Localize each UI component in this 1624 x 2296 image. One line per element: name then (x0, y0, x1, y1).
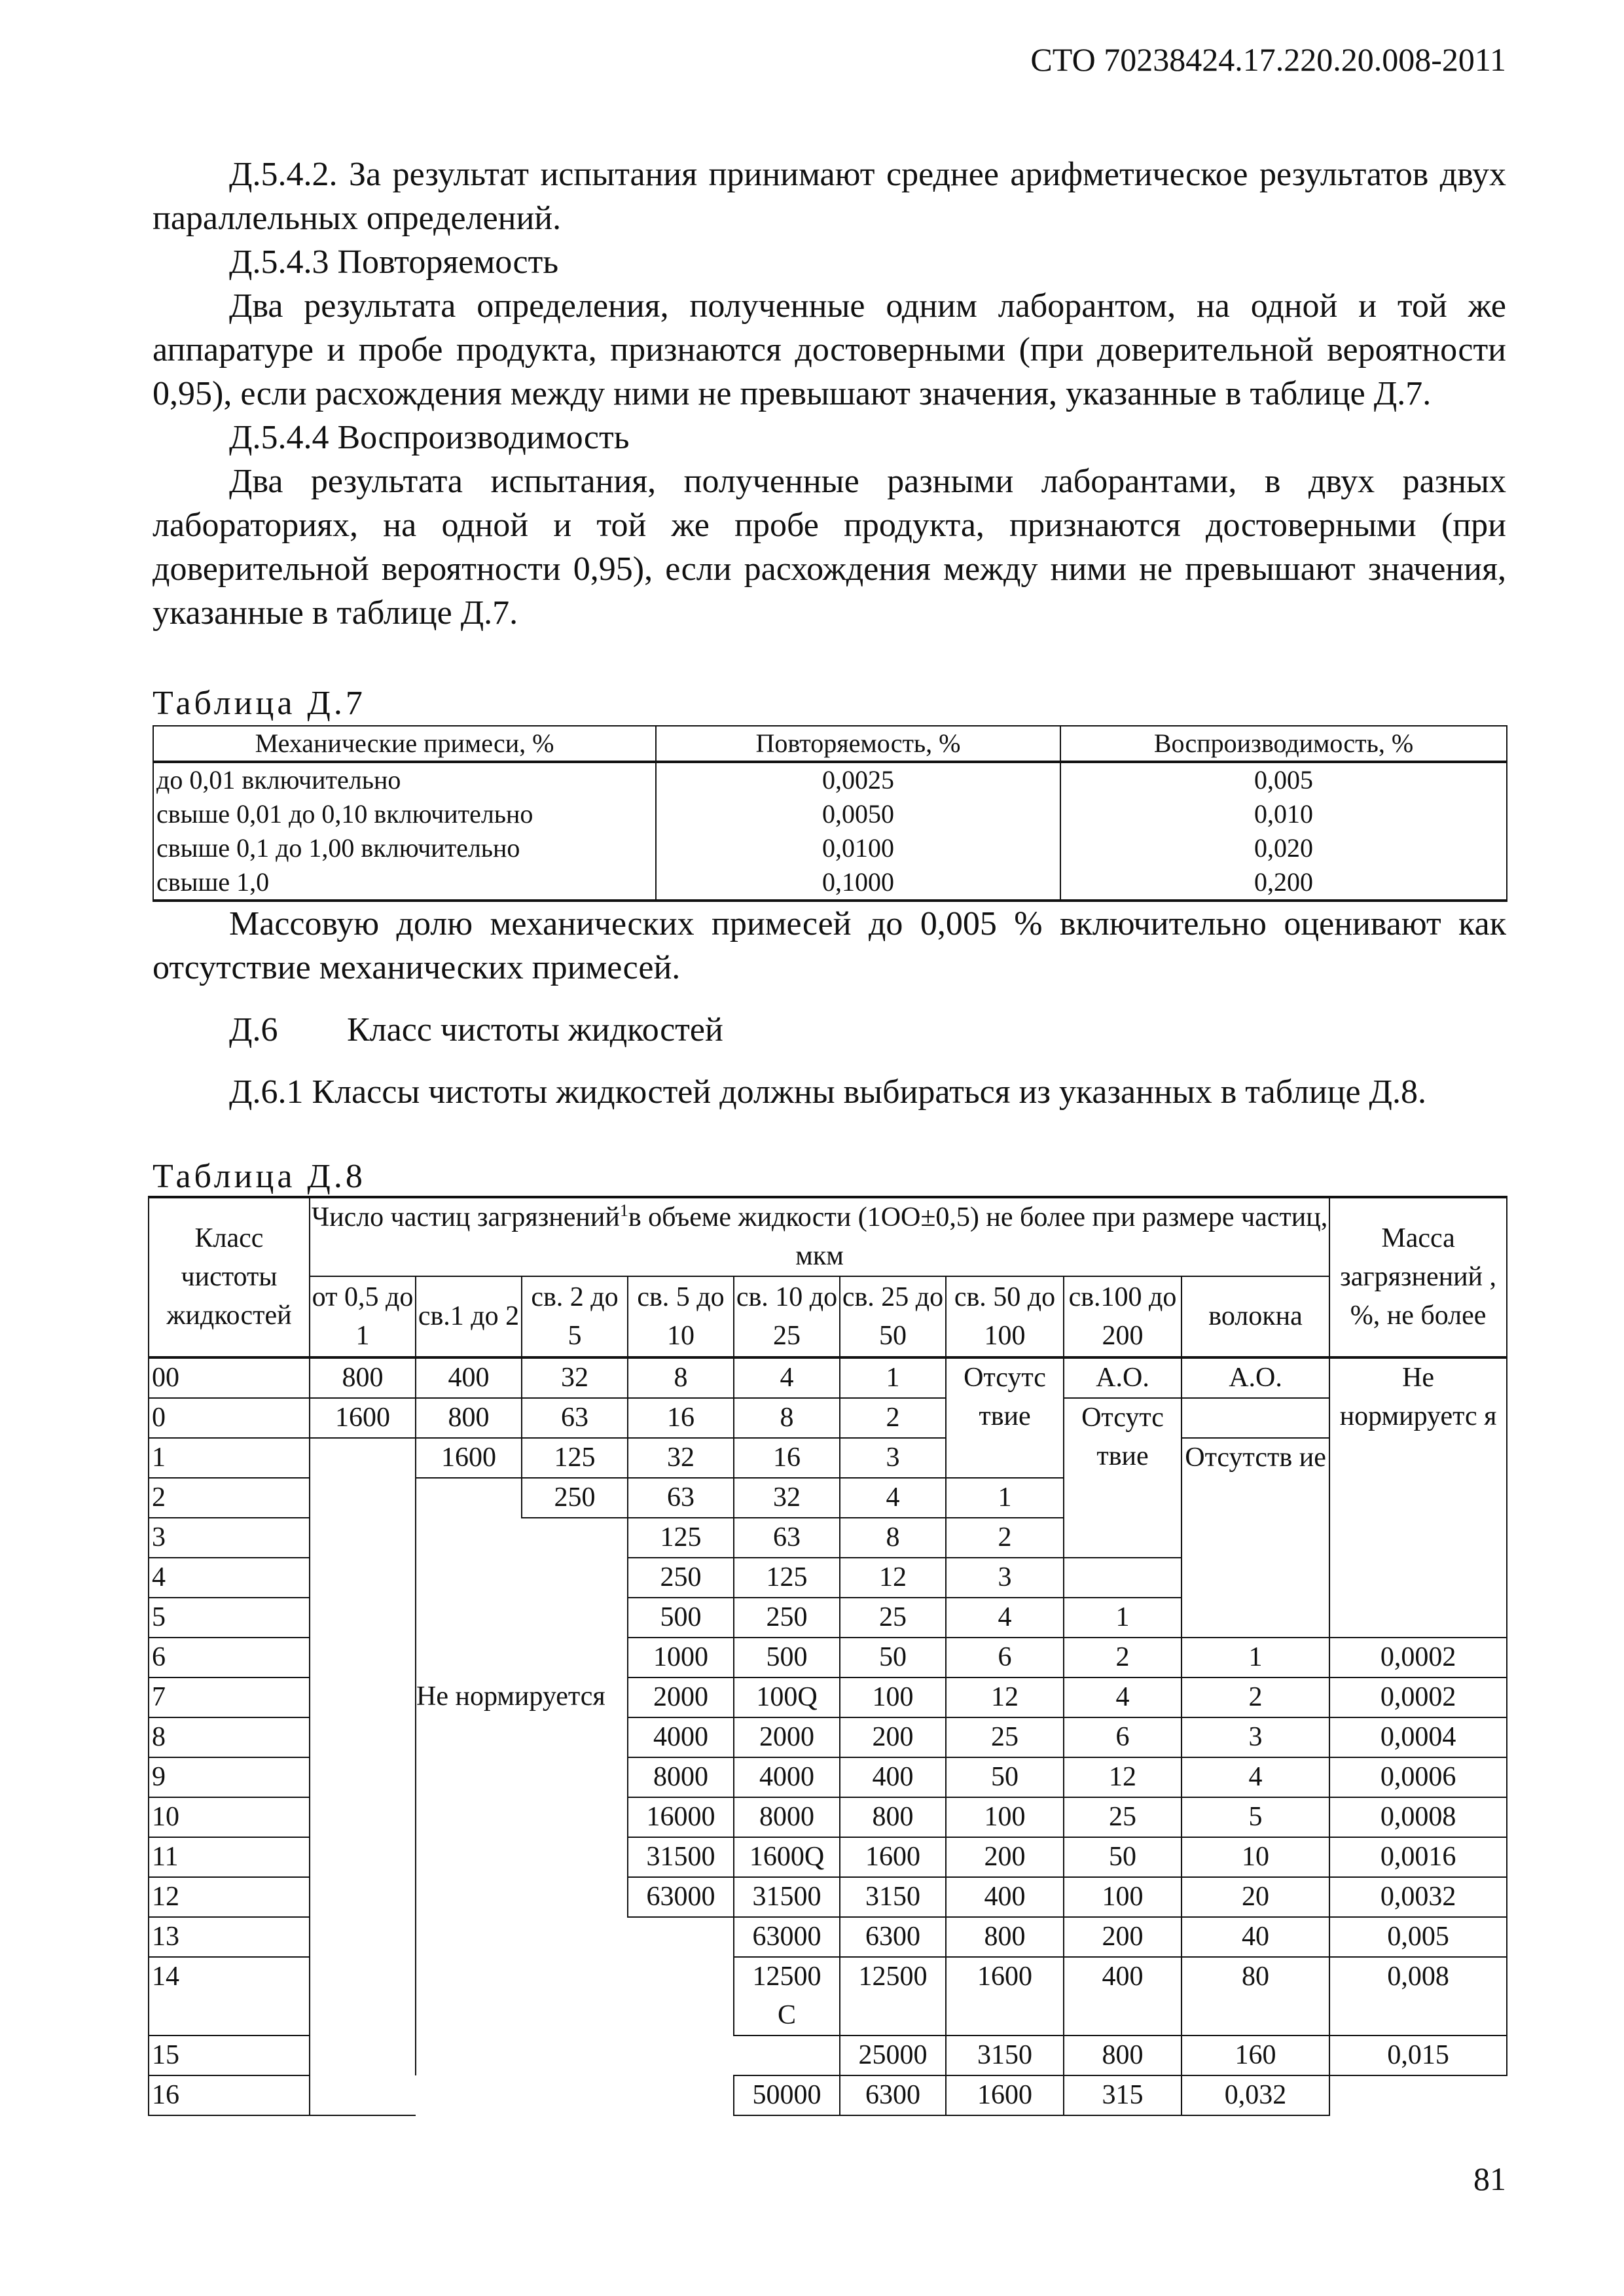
mass-cell: 0,0002 (1329, 1638, 1507, 1677)
table-cell: 100 (1064, 1877, 1182, 1917)
empty-cell (416, 2036, 522, 2075)
table-cell: 8 (628, 1357, 734, 1398)
class-cell: 7 (149, 1677, 310, 1717)
table-cell: 3 (840, 1438, 946, 1478)
not-normed-label: Не нормируется (416, 1677, 628, 1717)
table-cell: 63000 (628, 1877, 734, 1917)
table-cell: 3150 (840, 1877, 946, 1917)
class-cell: 5 (149, 1598, 310, 1638)
absent-cell: Отсутс твие (946, 1357, 1064, 1478)
table-cell: 63000 (734, 1917, 840, 1957)
header-mass: Масса загрязнений , %, не более (1329, 1197, 1507, 1357)
empty-cell (522, 1957, 628, 2036)
empty-cell (416, 1917, 522, 1957)
table-cell: 12 (840, 1558, 946, 1598)
table-cell: 2 (1064, 1638, 1182, 1677)
empty-cell (522, 1717, 628, 1757)
table-cell: 8000 (734, 1797, 840, 1837)
table-cell: 31500 (628, 1837, 734, 1877)
table-cell: 10 (1182, 1837, 1329, 1877)
class-cell: 11 (149, 1837, 310, 1877)
table-cell: 12 (946, 1677, 1064, 1717)
table-cell: 4 (1182, 1757, 1329, 1797)
table-cell: 315 (1064, 2075, 1182, 2115)
empty-cell (522, 1797, 628, 1837)
table-cell: 0,0050 (656, 797, 1060, 831)
empty-cell (522, 1837, 628, 1877)
table-cell: 500 (628, 1598, 734, 1638)
absent-cell: Отсутств ие (1182, 1438, 1329, 1638)
table-cell: 32 (522, 1357, 628, 1398)
class-cell: 00 (149, 1357, 310, 1398)
table-cell: 800 (310, 1357, 416, 1398)
table-cell: 2 (840, 1398, 946, 1438)
class-cell: 9 (149, 1757, 310, 1797)
table-cell: 1600 (416, 1438, 522, 1478)
table-cell: 25 (1064, 1797, 1182, 1837)
mass-cell: 0,032 (1182, 2075, 1329, 2115)
table-cell: 0,0100 (656, 831, 1060, 865)
empty-cell (522, 2036, 628, 2075)
table-cell: 16 (734, 1438, 840, 1478)
paragraph-reproducibility: Два результата испытания, полученные разными лаборантами, в двух разных лабораториях, на одной и той же пробе продукта, признаются достоверными (при доверительной вероятности 0,95), если расхождения между ними не превышают значения, указанные в таблице Д.7. (153, 463, 1506, 632)
table-cell: 1 (840, 1357, 946, 1398)
table-cell: А.О. (1064, 1357, 1182, 1398)
header-particle-count (310, 1197, 1329, 1276)
table-cell: 1600 (946, 1957, 1064, 2036)
absent-cell: Отсутс твие (1064, 1398, 1182, 1558)
empty-cell (628, 1957, 734, 2036)
mass-cell: 0,015 (1329, 2036, 1507, 2075)
header-particle-count-b: в объеме жидкости (1OO±0,5) не более при размере частиц, мкм (628, 1202, 1328, 1271)
section-title: Класс чистоты жидкостей (347, 1011, 723, 1049)
table-d8-size-row (149, 1276, 1507, 1357)
table-cell: 50 (946, 1757, 1064, 1797)
table-cell: 200 (1064, 1917, 1182, 1957)
table-cell: 400 (840, 1757, 946, 1797)
table-cell: 3 (1182, 1717, 1329, 1757)
table-d8 (148, 1196, 1507, 2116)
table-cell: 50 (840, 1638, 946, 1677)
table-cell: 2 (1182, 1677, 1329, 1717)
class-cell: 8 (149, 1717, 310, 1757)
table-cell: 125 (522, 1438, 628, 1478)
table-d7-header-row (153, 726, 1507, 762)
table-cell: 800 (840, 1797, 946, 1837)
table-cell: 1600 (840, 1837, 946, 1877)
paragraph-d542: Д.5.4.2. За результат испытания принимают среднее арифметическое результатов двух параллельных определений. (153, 156, 1506, 237)
table-row (153, 762, 1507, 797)
table-cell: 0,0025 (656, 762, 1060, 797)
table-row (153, 831, 1507, 865)
table-cell: 0,020 (1060, 831, 1507, 865)
header-size: св.1 до 2 (416, 1276, 522, 1357)
heading-reproducibility: Д.5.4.4 Воспроизводимость (229, 419, 630, 456)
empty-cell (416, 1478, 522, 1518)
table-cell: 4000 (628, 1717, 734, 1757)
header-class: Класс чистоты жидкостей (149, 1197, 310, 1357)
table-cell: 1 (1182, 1638, 1329, 1677)
header-size: от 0,5 до 1 (310, 1276, 416, 1357)
table-cell: 20 (1182, 1877, 1329, 1917)
empty-cell (416, 1837, 522, 1877)
table-cell: 0,005 (1060, 762, 1507, 797)
table-cell: 3150 (946, 2036, 1064, 2075)
table-row (153, 797, 1507, 831)
table-cell: 1000 (628, 1638, 734, 1677)
table-cell: 800 (1064, 2036, 1182, 2075)
table-d8-caption: Таблица Д.8 (153, 1158, 366, 1195)
mass-cell: 0,008 (1329, 1957, 1507, 2036)
class-cell: 3 (149, 1518, 310, 1558)
empty-cell (522, 1598, 628, 1638)
header-size: св. 5 до 10 (628, 1276, 734, 1357)
paragraph-d61: Д.6.1 Классы чистоты жидкостей должны выбираться из указанных в таблице Д.8. (229, 1073, 1427, 1111)
mass-not-normed-cell: Не нормируетс я (1329, 1357, 1507, 1638)
table-cell: 50000 (734, 2075, 840, 2115)
class-cell: 12 (149, 1877, 310, 1917)
empty-cell (416, 2075, 522, 2115)
text-block-middle (153, 902, 1506, 1114)
table-cell: 100 (946, 1797, 1064, 1837)
table-d7 (153, 725, 1507, 902)
header-size: св. 10 до 25 (734, 1276, 840, 1357)
empty-cell (310, 2075, 416, 2115)
class-cell: 4 (149, 1558, 310, 1598)
mass-cell: 0,0008 (1329, 1797, 1507, 1837)
class-cell: 16 (149, 2075, 310, 2115)
table-cell: 250 (734, 1598, 840, 1638)
table-cell: 25 (840, 1598, 946, 1638)
footnote-marker: 1 (619, 1201, 628, 1220)
table-cell: 2000 (734, 1717, 840, 1757)
class-cell: 2 (149, 1478, 310, 1518)
mass-cell: 0,0006 (1329, 1757, 1507, 1797)
table-cell: 4 (734, 1357, 840, 1398)
table-cell: 5 (1182, 1797, 1329, 1837)
table-cell: 400 (946, 1877, 1064, 1917)
table-cell: 8 (840, 1518, 946, 1558)
table-d7-header-cell: Механические примеси, % (153, 726, 656, 762)
table-d8-header-row (149, 1197, 1507, 1276)
table-cell: 0,1000 (656, 865, 1060, 901)
table-row (153, 865, 1507, 901)
empty-cell (1064, 1558, 1182, 1598)
header-size: св. 25 до 50 (840, 1276, 946, 1357)
table-cell: 8 (734, 1398, 840, 1438)
table-cell: 1 (946, 1478, 1064, 1518)
class-cell: 0 (149, 1398, 310, 1438)
table-cell: 500 (734, 1638, 840, 1677)
table-row (149, 1438, 1507, 1478)
table-cell: 31500 (734, 1877, 840, 1917)
table-cell: 125 (628, 1518, 734, 1558)
table-cell: 400 (416, 1357, 522, 1398)
table-d7-header-cell: Воспроизводимость, % (1060, 726, 1507, 762)
table-cell: 1600 (310, 1398, 416, 1438)
table-cell: 200 (840, 1717, 946, 1757)
table-cell: 80 (1182, 1957, 1329, 2036)
section-d6-heading (153, 1008, 1506, 1052)
table-cell: 800 (946, 1917, 1064, 1957)
table-cell: 200 (946, 1837, 1064, 1877)
table-cell: 160 (1182, 2036, 1329, 2075)
empty-cell (734, 2036, 840, 2075)
table-cell: 250 (628, 1558, 734, 1598)
empty-cell (522, 2075, 628, 2115)
class-cell: 15 (149, 2036, 310, 2075)
class-cell: 14 (149, 1957, 310, 2036)
table-cell: свыше 1,0 (153, 865, 656, 901)
table-row (149, 1357, 1507, 1398)
table-cell: 4 (1064, 1677, 1182, 1717)
header-particle-count-a: Число частиц загрязнений (311, 1202, 620, 1232)
table-cell: 4 (840, 1478, 946, 1518)
table-cell: 40 (1182, 1917, 1329, 1957)
table-cell: 4 (946, 1598, 1064, 1638)
header-size: св. 50 до 100 (946, 1276, 1064, 1357)
mass-cell: 0,0002 (1329, 1677, 1507, 1717)
table-cell: 0,010 (1060, 797, 1507, 831)
class-cell: 1 (149, 1438, 310, 1478)
table-cell: А.О. (1182, 1357, 1329, 1398)
table-cell: 12500 C (734, 1957, 840, 2036)
table-cell: 1 (1064, 1598, 1182, 1638)
table-cell: 3 (946, 1558, 1064, 1598)
empty-cell (522, 1877, 628, 1917)
empty-cell (522, 1917, 628, 1957)
paragraph-mass-fraction: Массовую долю механических примесей до 0,005 % включительно оценивают как отсутствие механических примесей. (153, 905, 1506, 986)
table-d7-header-cell: Повторяемость, % (656, 726, 1060, 762)
empty-cell (416, 1518, 522, 1558)
table-cell: 4000 (734, 1757, 840, 1797)
table-cell: 100 (840, 1677, 946, 1717)
table-row (149, 1398, 1507, 1438)
table-cell (1182, 1398, 1329, 1438)
table-cell: 6 (946, 1638, 1064, 1677)
table-row (149, 2075, 1507, 2115)
table-d7-caption: Таблица Д.7 (153, 685, 366, 722)
table-cell: 6300 (840, 2075, 946, 2115)
table-cell: свыше 0,1 до 1,00 включительно (153, 831, 656, 865)
document-code: СТО 70238424.17.220.20.008-2011 (1030, 41, 1506, 78)
mass-cell: 0,005 (1329, 1917, 1507, 1957)
empty-cell (416, 1957, 522, 2036)
table-cell: 6300 (840, 1917, 946, 1957)
table-cell: 25000 (840, 2036, 946, 2075)
table-cell: 2 (946, 1518, 1064, 1558)
table-cell: 1600 (946, 2075, 1064, 2115)
header-size: волокна (1182, 1276, 1329, 1357)
table-cell: 12 (1064, 1757, 1182, 1797)
table-cell: 25 (946, 1717, 1064, 1757)
header-size: св. 2 до 5 (522, 1276, 628, 1357)
table-cell: 16 (628, 1398, 734, 1438)
table-cell: 800 (416, 1398, 522, 1438)
table-cell: 2000 (628, 1677, 734, 1717)
table-cell: 125 (734, 1558, 840, 1598)
header-size: св.100 до 200 (1064, 1276, 1182, 1357)
table-cell: 12500 (840, 1957, 946, 2036)
table-cell: 63 (734, 1518, 840, 1558)
empty-cell (628, 2036, 734, 2075)
table-cell: 32 (734, 1478, 840, 1518)
mass-cell: 0,0004 (1329, 1717, 1507, 1757)
empty-cell (628, 1917, 734, 1957)
class-cell: 10 (149, 1797, 310, 1837)
class-cell: 13 (149, 1917, 310, 1957)
table-cell: 8000 (628, 1757, 734, 1797)
empty-cell (416, 1638, 522, 1677)
empty-cell (416, 1717, 522, 1757)
table-cell: 50 (1064, 1837, 1182, 1877)
empty-cell (416, 1877, 522, 1917)
empty-cell (416, 1797, 522, 1837)
table-cell: 0,200 (1060, 865, 1507, 901)
class-cell: 6 (149, 1638, 310, 1677)
table-cell: 63 (628, 1478, 734, 1518)
mass-cell: 0,0032 (1329, 1877, 1507, 1917)
section-number: Д.6 (229, 1011, 278, 1049)
empty-cell (522, 1518, 628, 1558)
empty-cell (416, 1598, 522, 1638)
table-cell: 100Q (734, 1677, 840, 1717)
mass-cell: 0,0016 (1329, 1837, 1507, 1877)
paragraph-repeatability: Два результата определения, полученные одним лаборантом, на одной и той же аппаратуре и пробе продукта, признаются достоверными (при доверительной вероятности 0,95), если расхождения между ними не превышают значения, указанные в таблице Д.7. (153, 287, 1506, 412)
heading-repeatability: Д.5.4.3 Повторяемость (229, 243, 559, 281)
empty-cell (522, 1638, 628, 1677)
table-cell: 1600Q (734, 1837, 840, 1877)
empty-cell (628, 2075, 734, 2115)
table-cell: 32 (628, 1438, 734, 1478)
empty-cell (416, 1757, 522, 1797)
table-cell: до 0,01 включительно (153, 762, 656, 797)
table-cell: 16000 (628, 1797, 734, 1837)
table-cell: свыше 0,01 до 0,10 включительно (153, 797, 656, 831)
table-cell: 6 (1064, 1717, 1182, 1757)
table-cell: 63 (522, 1398, 628, 1438)
page-number: 81 (1473, 2161, 1506, 2197)
empty-cell (522, 1558, 628, 1598)
table-cell: 400 (1064, 1957, 1182, 2036)
text-block-top (153, 152, 1506, 635)
empty-cell (522, 1757, 628, 1797)
empty-cell (416, 1558, 522, 1598)
not-normed-cell (310, 1438, 416, 2075)
table-cell: 250 (522, 1478, 628, 1518)
